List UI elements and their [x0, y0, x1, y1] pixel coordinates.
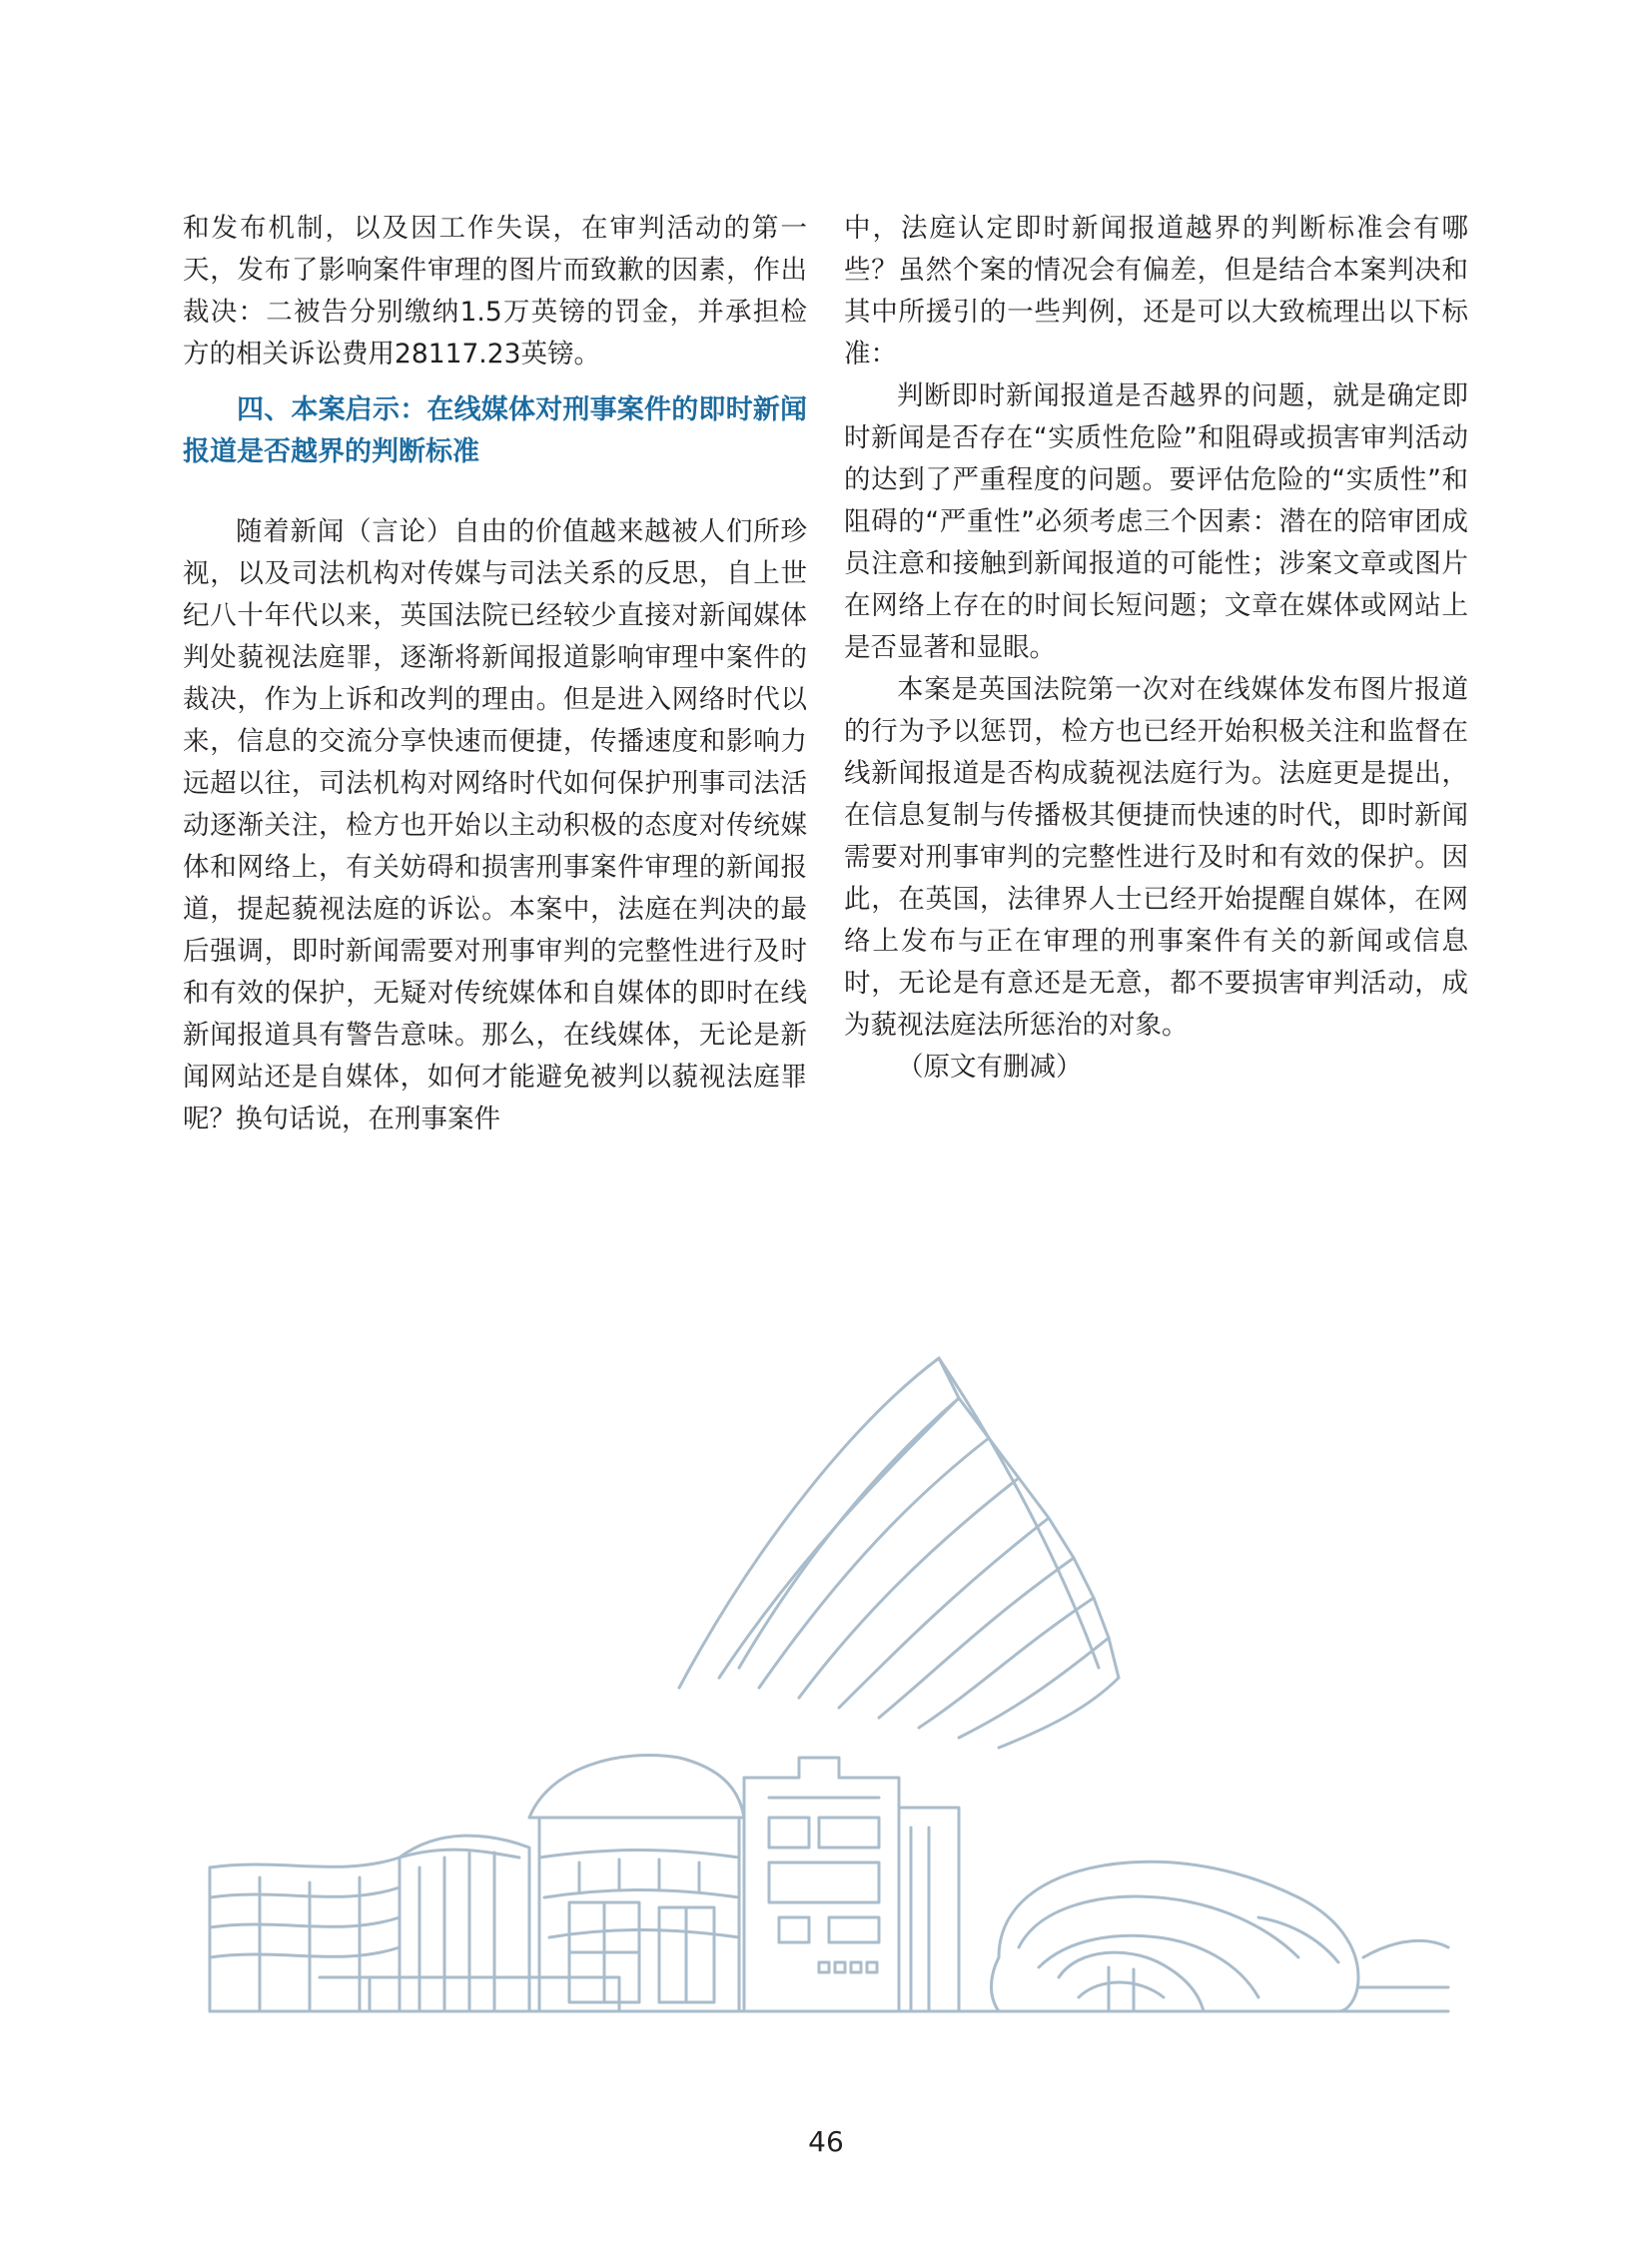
- city-skyline-illustration: [200, 1338, 1458, 2017]
- boxy-building: [744, 1758, 959, 2011]
- criteria-paragraph: 判断即时新闻报道是否越界的问题，就是确定即时新闻是否存在“实质性危险”和阻碍或损害审判活动的达到了严重程度的问题。要评估危险的“实质性”和阻碍的“严重性”必须考虑三个因素：潜在的陪审团成员注意和接触到新闻报道的可能性；涉案文章或图片在网络上存在的时间长短问题；文章在媒体或网站上是否显著和显眼。: [844, 380, 1468, 663]
- left-main-paragraph: 随着新闻（言论）自由的价值越来越被人们所珍视，以及司法机构对传媒与司法关系的反思，自上世纪八十年代以来，英国法院已经较少直接对新闻媒体判处藐视法庭罪，逐渐将新闻报道影响审理中案件的裁决，作为上诉和改判的理由。但是进入网络时代以来，信息的交流分享快速而便捷，传播速度和影响力远超以往，司法机构对网络时代如何保护刑事司法活动逐渐关注，检方也开始以主动积极的态度对传统媒体和网络上，有关妨碍和损害刑事案件审理的新闻报道，提起藐视法庭的诉讼。本案中，法庭在判决的最后强调，即时新闻需要对刑事审判的完整性进行及时和有效的保护，无疑对传统媒体和自媒体的即时在线新闻报道具有警告意味。那么，在线媒体，无论是新闻网站还是自媒体，如何才能避免被判以藐视法庭罪呢？换句话说，在刑事案件: [183, 516, 807, 1134]
- domed-building: [529, 1756, 744, 2012]
- left-continued-paragraph: 和发布机制，以及因工作失误，在审判活动的第一天，发布了影响案件审理的图片而致歉的因素，作出裁决：二被告分别缴纳1.5万英镑的罚金，并承担检方的相关诉讼费用28117.23英镑。: [183, 213, 807, 370]
- page-number: 46: [808, 2125, 844, 2158]
- right-column: [844, 208, 1468, 1089]
- section-heading: 四、本案启示：在线媒体对刑事案件的即时新闻报道是否越界的判断标准: [183, 394, 807, 467]
- right-continued-paragraph: 中，法庭认定即时新闻报道越界的判断标准会有哪些？虽然个案的情况会有偏差，但是结合本案判决和其中所援引的一些判例，还是可以大致梳理出以下标准：: [844, 213, 1468, 370]
- left-column: [183, 208, 807, 1140]
- abridged-note: （原文有删减）: [897, 1052, 1083, 1083]
- left-building: [210, 1836, 619, 2011]
- conclusion-paragraph: 本案是英国法院第一次对在线媒体发布图片报道的行为予以惩罚，检方也已经开始积极关注和监督在线新闻报道是否构成藐视法庭行为。法庭更是提出，在信息复制与传播极其便捷而快速的时代，即时新闻需要对刑事审判的完整性进行及时和有效的保护。因此，在英国，法律界人士已经开始提醒自媒体，在网络上发布与正在审理的刑事案件有关的新闻或信息时，无论是有意还是无意，都不要损害审判活动，成为藐视法庭法所惩治的对象。: [844, 674, 1468, 1041]
- fan-building: [679, 1358, 1119, 1748]
- pavilion-building: [992, 1862, 1449, 2011]
